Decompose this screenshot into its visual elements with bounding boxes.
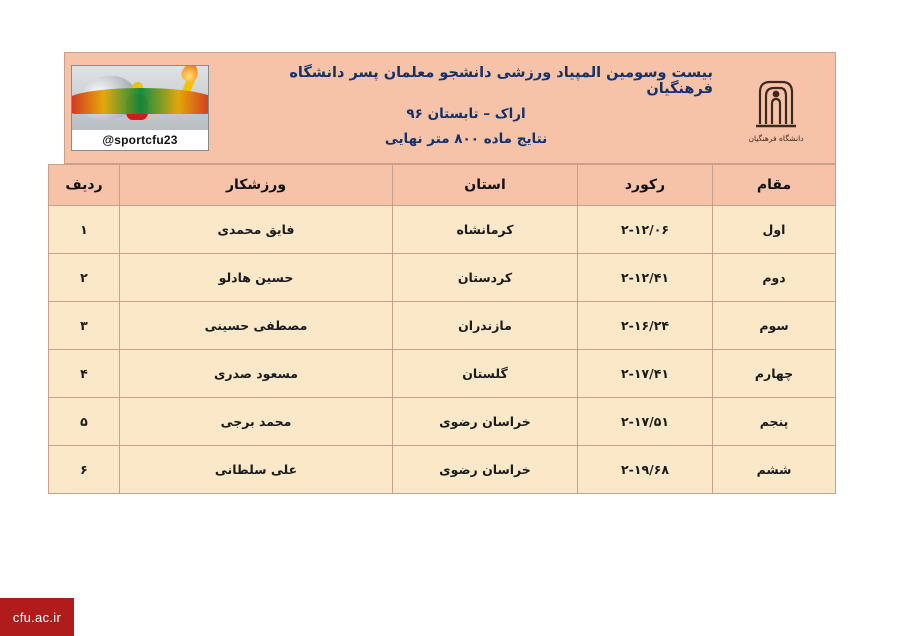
olympiad-emblem-icon [71, 65, 209, 151]
cell-athlete: محمد برجی [120, 398, 393, 446]
university-logo [728, 61, 824, 155]
table-row [49, 302, 836, 350]
cell-province: کرمانشاه [393, 206, 578, 254]
header-badge-area [65, 53, 215, 163]
table-row [49, 398, 836, 446]
cell-rank: اول [713, 206, 836, 254]
column-header-index: ردیف [49, 165, 120, 206]
header-title-block [215, 53, 717, 163]
flame-icon [180, 66, 201, 84]
cell-index: ۱ [49, 206, 120, 254]
cell-record: ۲-۱۷/۴۱ [578, 350, 713, 398]
cell-province: کردستان [393, 254, 578, 302]
event-location-date: اراک – تابستان ۹۶ [406, 106, 526, 122]
cell-province: گلستان [393, 350, 578, 398]
cell-index: ۳ [49, 302, 120, 350]
table-row [49, 350, 836, 398]
column-header-province: استان [393, 165, 578, 206]
cell-record: ۲-۱۲/۰۶ [578, 206, 713, 254]
cell-index: ۵ [49, 398, 120, 446]
cell-athlete: مسعود صدری [120, 350, 393, 398]
ribbon-icon [72, 88, 208, 114]
cell-index: ۲ [49, 254, 120, 302]
table-row [49, 206, 836, 254]
event-title: بیست وسومین المپیاد ورزشی دانشجو معلمان پسر دانشگاه فرهنگیان [289, 65, 713, 97]
column-header-rank: مقام [713, 165, 836, 206]
cell-record: ۲-۱۶/۲۴ [578, 302, 713, 350]
university-logo-caption: دانشگاه فرهنگیان [748, 133, 804, 143]
cell-province: خراسان رضوی [393, 446, 578, 494]
badge-handle-text: @sportcfu23 [72, 130, 208, 150]
results-table [48, 164, 836, 494]
event-subtitle: نتایج ماده ۸۰۰ متر نهایی [384, 131, 548, 147]
cell-athlete: مصطفی حسینی [120, 302, 393, 350]
cell-index: ۶ [49, 446, 120, 494]
cell-rank: ششم [713, 446, 836, 494]
cell-athlete: حسین هادلو [120, 254, 393, 302]
header-logo-area [717, 53, 835, 163]
cell-province: خراسان رضوی [393, 398, 578, 446]
badge-artwork [72, 66, 208, 130]
site-watermark [0, 598, 74, 636]
cell-province: مازندران [393, 302, 578, 350]
cell-record: ۲-۱۹/۶۸ [578, 446, 713, 494]
cell-record: ۲-۱۷/۵۱ [578, 398, 713, 446]
table-header-row [49, 165, 836, 206]
cell-rank: سوم [713, 302, 836, 350]
table-row [49, 446, 836, 494]
column-header-athlete: ورزشکار [120, 165, 393, 206]
results-document [64, 52, 836, 494]
university-emblem-icon [750, 74, 802, 130]
cell-rank: چهارم [713, 350, 836, 398]
cell-athlete: علی سلطانی [120, 446, 393, 494]
column-header-record: رکورد [578, 165, 713, 206]
cell-index: ۴ [49, 350, 120, 398]
cell-rank: پنجم [713, 398, 836, 446]
cell-record: ۲-۱۲/۴۱ [578, 254, 713, 302]
cell-rank: دوم [713, 254, 836, 302]
cell-athlete: فایق محمدی [120, 206, 393, 254]
table-row [49, 254, 836, 302]
site-watermark-text: cfu.ac.ir [12, 609, 62, 625]
document-header [64, 52, 836, 164]
